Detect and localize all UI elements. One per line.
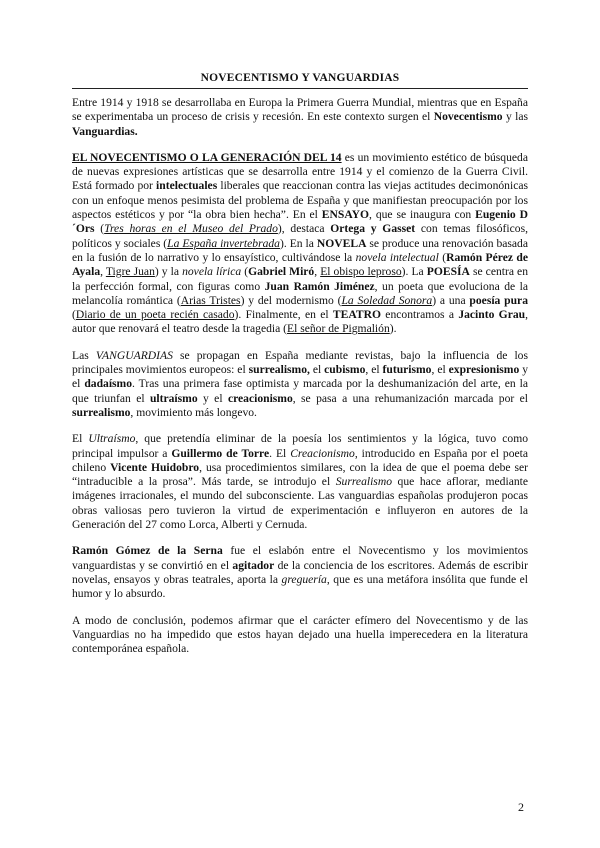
text-run: (: [94, 222, 105, 236]
text-run: , que pretendía eliminar de la poesía los sentimientos y la lógica, tuvo como principal impulsor a: [72, 432, 529, 460]
author-eugenio-dors: Eugenio D´Ors: [72, 208, 528, 236]
paragraph-novecentismo: [72, 151, 528, 337]
text-run: con temas filosóficos, políticos y sociales (: [72, 222, 528, 250]
text-run: ). Finalmente, en el: [234, 308, 333, 322]
term-novela-intelectual: novela intelectual: [355, 250, 439, 264]
text-run: fue el eslabón entre el Novecentismo y los movimientos vanguardistas y se convirtió en el: [72, 544, 528, 572]
term-dadaismo: dadaísmo: [84, 377, 133, 391]
paragraph-ultraismo: [72, 432, 528, 532]
text-run: , usa procedimientos similares, con la idea de que el poema debe ser “intraducible a la prosa”. Más tarde, se introdujo el: [72, 460, 529, 489]
text-run: se produce una renovación basada en la fusión de lo narrativo y lo ensayístico, cultivándose la: [72, 236, 528, 264]
text-run: encontramos a: [381, 308, 459, 322]
text-run: , que es una metáfora insólita que funde el humor y lo absurdo.: [72, 572, 529, 601]
text-run: ).: [389, 322, 397, 336]
author-jacinto-grau: Jacinto Grau: [458, 308, 526, 322]
term-surrealismo: surrealismo: [72, 405, 131, 419]
text-run: . Tras una primera fase optimista y marcada por la deshumanización del arte, en la que triunfan el: [72, 377, 528, 405]
text-run: se propagan en España mediante revistas, bajo la influencia de los principales movimientos europeos: el: [72, 348, 528, 377]
work-title: Diario de un poeta recién casado: [75, 308, 235, 322]
term-surrealismo: Surrealismo: [335, 475, 392, 489]
term-vanguardias: VANGUARDIAS: [95, 348, 173, 362]
page-title: NOVECENTISMO Y VANGUARDIAS: [200, 72, 400, 84]
author-vicente-huidobro: Vicente Huidobro: [110, 460, 200, 474]
text-run: (: [72, 308, 76, 322]
term-teatro: TEATRO: [332, 308, 381, 322]
text-run: (: [438, 250, 447, 264]
term-surrealismo: surrealismo,: [248, 363, 310, 377]
author-ortega-y-gasset: Ortega y Gasset: [330, 222, 416, 236]
term-vanguardias: Vanguardias.: [72, 124, 138, 138]
author-perez-de-ayala: Ramón Pérez de Ayala: [72, 250, 528, 279]
text-run: ) y del modernismo (: [240, 293, 342, 307]
text-run: , movimiento más longevo.: [130, 405, 257, 419]
term-intelectuales: intelectuales: [156, 179, 218, 193]
text-run: ) a una: [432, 293, 470, 307]
text-run: es un movimiento estético de búsqueda de nuevas expresiones artísticas que se desarrolla entre 1914 y el comienzo de la Guerra Civil. Está formado por: [72, 150, 528, 193]
text-run: (: [241, 265, 249, 279]
work-title: Arias Tristes: [180, 293, 241, 307]
term-novela-lirica: novela lírica: [182, 265, 242, 279]
author-gomez-de-la-serna: Ramón Gómez de la Serna: [72, 544, 223, 558]
document-body: [72, 96, 528, 668]
text-run: , un poeta que evoluciona de la melancolía romántica (: [72, 279, 529, 307]
paragraph-conclusion: [72, 614, 528, 657]
term-poesia-pura: poesía pura: [469, 293, 528, 307]
paragraph-vanguardias: [72, 349, 528, 420]
text-run: , introducido en España por el poeta chileno: [72, 446, 529, 474]
text-run: que hace aflorar, mediante imágenes irracionales, el mundo del subconsciente. Las vanguardias españolas produjeron pocas obras valiosas pero tuvieron la virtud de experimentación e influyeron en autores de la Generación del 27 como Lorca, Alberti y Cernuda.: [72, 475, 529, 532]
term-creacionismo: creacionismo: [227, 391, 293, 405]
term-futurismo: futurismo: [382, 363, 432, 377]
author-juan-ramon-jimenez: Juan Ramón Jiménez: [264, 279, 375, 293]
text-run: Las: [72, 348, 96, 362]
section-heading-novecentismo: EL NOVECENTISMO O LA GENERACIÓN DEL 14: [72, 150, 342, 164]
text-run: . El: [269, 446, 291, 460]
work-title: Tres horas en el Museo del Prado: [104, 222, 278, 236]
work-title: La España invertebrada: [167, 236, 280, 250]
text-run: de la conciencia de los escritores. Además de escribir novelas, ensayos y obras teatrales, aporta la: [72, 558, 529, 586]
text-run: y el: [197, 391, 228, 405]
author-gabriel-miro: Gabriel Miró: [248, 265, 315, 279]
page-number: 2: [518, 800, 524, 814]
term-cubismo: cubismo: [324, 363, 366, 377]
term-expresionismo: expresionismo: [448, 363, 520, 377]
text-run: El: [72, 432, 89, 446]
text-run: ,: [314, 265, 321, 279]
text-run: ). La: [401, 265, 427, 279]
text-run: , el: [431, 363, 449, 377]
text-run: y las: [502, 110, 528, 124]
term-ultraismo: Ultraísmo: [88, 432, 136, 446]
text-run: y el: [72, 363, 528, 391]
text-run: ) y la: [154, 265, 183, 279]
term-agitador: agitador: [232, 558, 275, 572]
text-run: Entre 1914 y 1918 se desarrollaba en Europa la Primera Guerra Mundial, mientras que en España se experimentaba un proceso de crisis y recesión. En este contexto surgen el: [72, 96, 528, 124]
work-title: La Soledad Sonora: [341, 293, 433, 307]
text-run: , que se inaugura con: [369, 208, 476, 222]
text-run: el: [309, 363, 325, 377]
work-title: Tigre Juan: [105, 265, 155, 279]
term-ultraismo: ultraísmo: [149, 391, 198, 405]
text-run: se centra en la perfección formal, con figuras como: [72, 265, 528, 293]
text-run: ), destaca: [277, 222, 331, 236]
term-gregueria: greguería: [281, 572, 327, 586]
text-run: , el: [365, 363, 383, 377]
term-creacionismo: Creacionismo: [290, 446, 355, 460]
text-run: ). En la: [279, 236, 317, 250]
paragraph-gomez-de-la-serna: [72, 544, 528, 601]
term-poesia: POESÍA: [426, 265, 470, 279]
term-novela: NOVELA: [316, 236, 367, 250]
paragraph-intro: [72, 96, 528, 139]
work-title: El señor de Pigmalión: [287, 322, 390, 336]
term-ensayo: ENSAYO: [321, 208, 370, 222]
title-divider: [72, 88, 528, 89]
text-run: liberales que reaccionan contra las viejas actitudes decimonónicas con un enfoque menos pesimista del problema de España y que manifiestan preocupación por los aspectos estéticos y por “la obra bien hecha”. En el: [72, 179, 528, 222]
work-title: El obispo leproso: [320, 265, 402, 279]
author-guillermo-de-torre: Guillermo de Torre: [171, 446, 270, 460]
text-run: , se pasa a una rehumanización marcada por el: [292, 391, 528, 405]
text-run: A modo de conclusión, podemos afirmar que el carácter efímero del Novecentismo y de las Vanguardias no ha impedido que estos hayan dejado una huella imperecedera en la literatura contemporánea española.: [72, 613, 528, 656]
term-novecentismo: Novecentismo: [433, 110, 503, 124]
text-run: ,: [100, 265, 106, 279]
text-run: , autor que renovará el teatro desde la tragedia (: [72, 308, 528, 336]
